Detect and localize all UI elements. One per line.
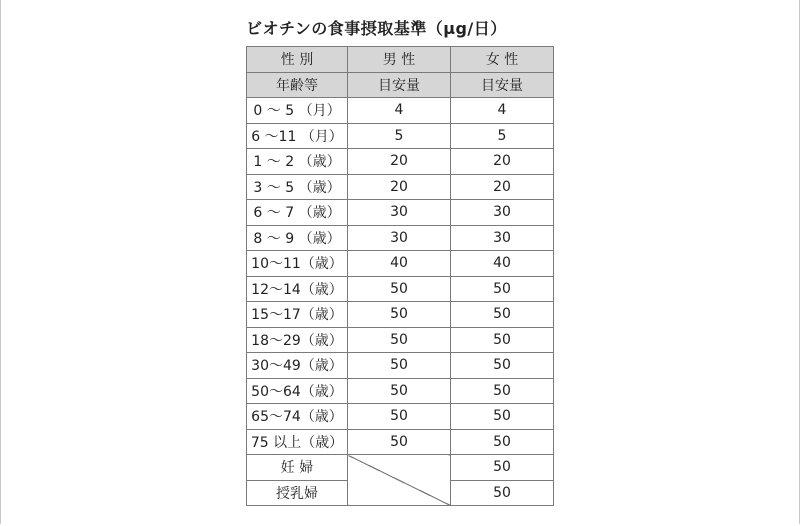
female-value-cell: 30 [451,200,554,226]
female-header: 女 性 [451,47,554,73]
age-group-cell: 65～74（歳） [247,404,348,430]
age-group-cell: 15～17（歳） [247,302,348,328]
table-row [247,404,554,430]
age-header: 年齢等 [247,72,348,98]
female-value-cell: 50 [451,429,554,455]
table-row [247,429,554,455]
female-value-cell: 20 [451,149,554,175]
age-group-cell: 50～64（歳） [247,378,348,404]
table-row [247,353,554,379]
age-group-cell: 10～11（歳） [247,251,348,277]
age-group-cell: 12～14（歳） [247,276,348,302]
table-row [247,123,554,149]
age-group-cell: 18～29（歳） [247,327,348,353]
header-row-sex [247,47,554,73]
male-value-cell: 50 [348,429,451,455]
female-value-cell: 50 [451,378,554,404]
female-value-cell: 30 [451,225,554,251]
age-group-cell: 6 ～11 （月） [247,123,348,149]
not-applicable-cell [348,455,451,506]
male-header: 男 性 [348,47,451,73]
male-value-cell: 50 [348,404,451,430]
male-value-cell: 50 [348,302,451,328]
male-value-cell: 20 [348,174,451,200]
male-value-cell: 50 [348,378,451,404]
table-row [247,200,554,226]
male-value-cell: 30 [348,200,451,226]
male-value-cell: 4 [348,98,451,124]
male-value-cell: 30 [348,225,451,251]
age-group-cell: 8 ～ 9 （歳） [247,225,348,251]
header-row-measure [247,72,554,98]
sex-header: 性 別 [247,47,348,73]
female-value-cell: 5 [451,123,554,149]
female-value-cell: 50 [451,353,554,379]
male-value-cell: 50 [348,353,451,379]
female-value-cell: 50 [451,455,554,481]
table-row [247,225,554,251]
age-group-cell: 3 ～ 5 （歳） [247,174,348,200]
female-value-cell: 50 [451,327,554,353]
female-value-cell: 50 [451,404,554,430]
table-row [247,378,554,404]
table-row [247,174,554,200]
page-title: ビオチンの食事摂取基準（μg/日） [246,19,507,38]
table-row [247,276,554,302]
male-value-cell: 20 [348,149,451,175]
female-value-cell: 50 [451,480,554,506]
male-value-cell: 5 [348,123,451,149]
biotin-intake-table [246,46,554,506]
female-value-cell: 4 [451,98,554,124]
table-row [247,455,554,481]
female-value-cell: 50 [451,276,554,302]
age-group-cell: 30～49（歳） [247,353,348,379]
male-value-cell: 50 [348,327,451,353]
table-row [247,327,554,353]
male-adequate-intake-header: 目安量 [348,72,451,98]
male-value-cell: 50 [348,276,451,302]
age-group-cell: 75 以上（歳） [247,429,348,455]
table-row [247,251,554,277]
special-group-cell: 妊 婦 [247,455,348,481]
age-group-cell: 1 ～ 2 （歳） [247,149,348,175]
table-row [247,98,554,124]
female-value-cell: 50 [451,302,554,328]
age-group-cell: 0 ～ 5 （月） [247,98,348,124]
female-adequate-intake-header: 目安量 [451,72,554,98]
table-row [247,149,554,175]
female-value-cell: 40 [451,251,554,277]
table-row [247,302,554,328]
male-value-cell: 40 [348,251,451,277]
age-group-cell: 6 ～ 7 （歳） [247,200,348,226]
female-value-cell: 20 [451,174,554,200]
special-group-cell: 授乳婦 [247,480,348,506]
